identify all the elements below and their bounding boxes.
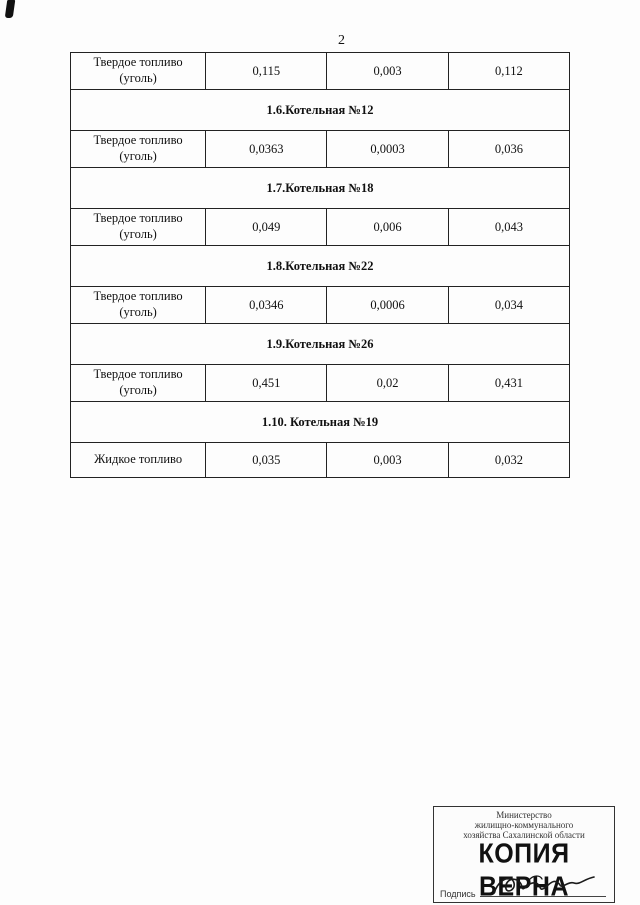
table-row [71,209,570,246]
fuel-type-cell [71,365,206,402]
value-cell: 0,049 [206,209,327,246]
fuel-type-line2: (уголь) [119,305,157,319]
fuel-type-cell [71,131,206,168]
fuel-type-cell: Жидкое топливо [71,443,206,478]
stamp-title: КОПИЯ ВЕРНА [478,838,570,902]
fuel-type-line2: (уголь) [119,383,157,397]
scan-corner-mark [5,0,16,18]
page-number: 2 [338,33,345,48]
fuel-type-line1: Твердое топливо [93,133,183,148]
fuel-type-line1: Твердое топливо [93,367,183,382]
table-row [71,287,570,324]
value-cell: 0,112 [448,53,569,90]
stamp-ministry-line: Министерство [496,810,552,820]
section-title: 1.8.Котельная №22 [71,246,570,287]
section-title: 1.6.Котельная №12 [71,90,570,131]
certified-copy-stamp [433,806,615,903]
value-cell: 0,0003 [327,131,448,168]
value-cell: 0,0006 [327,287,448,324]
fuel-type-line1: Твердое топливо [93,55,183,70]
value-cell: 0,032 [448,443,569,478]
table-row [71,443,570,478]
handwritten-signature [490,871,600,899]
value-cell: 0,0363 [206,131,327,168]
table-row [71,365,570,402]
stamp-signature-row [440,883,608,899]
table-row [71,131,570,168]
value-cell: 0,451 [206,365,327,402]
table-row [71,53,570,90]
fuel-type-cell [71,287,206,324]
section-heading-row [71,402,570,443]
value-cell: 0,115 [206,53,327,90]
fuel-type-cell [71,53,206,90]
value-cell: 0,034 [448,287,569,324]
fuel-type-line1: Твердое топливо [93,289,183,304]
fuel-type-line2: (уголь) [119,149,157,163]
stamp-ministry-line: жилищно-коммунального [474,820,574,830]
fuel-type-line2: (уголь) [119,71,157,85]
value-cell: 0,003 [327,53,448,90]
value-cell: 0,036 [448,131,569,168]
section-title: 1.9.Котельная №26 [71,324,570,365]
section-heading-row [71,324,570,365]
section-title: 1.7.Котельная №18 [71,168,570,209]
value-cell: 0,035 [206,443,327,478]
value-cell: 0,003 [327,443,448,478]
value-cell: 0,02 [327,365,448,402]
value-cell: 0,431 [448,365,569,402]
value-cell: 0,0346 [206,287,327,324]
stamp-ministry-line: хозяйства Сахалинской области [463,830,585,840]
fuel-table [70,52,570,478]
section-heading-row [71,246,570,287]
section-heading-row [71,90,570,131]
fuel-type-line1: Твердое топливо [93,211,183,226]
fuel-type-cell [71,209,206,246]
fuel-type-line2: (уголь) [119,227,157,241]
section-title: 1.10. Котельная №19 [71,402,570,443]
signature-label: Подпись [440,889,476,899]
value-cell: 0,006 [327,209,448,246]
value-cell: 0,043 [448,209,569,246]
section-heading-row [71,168,570,209]
